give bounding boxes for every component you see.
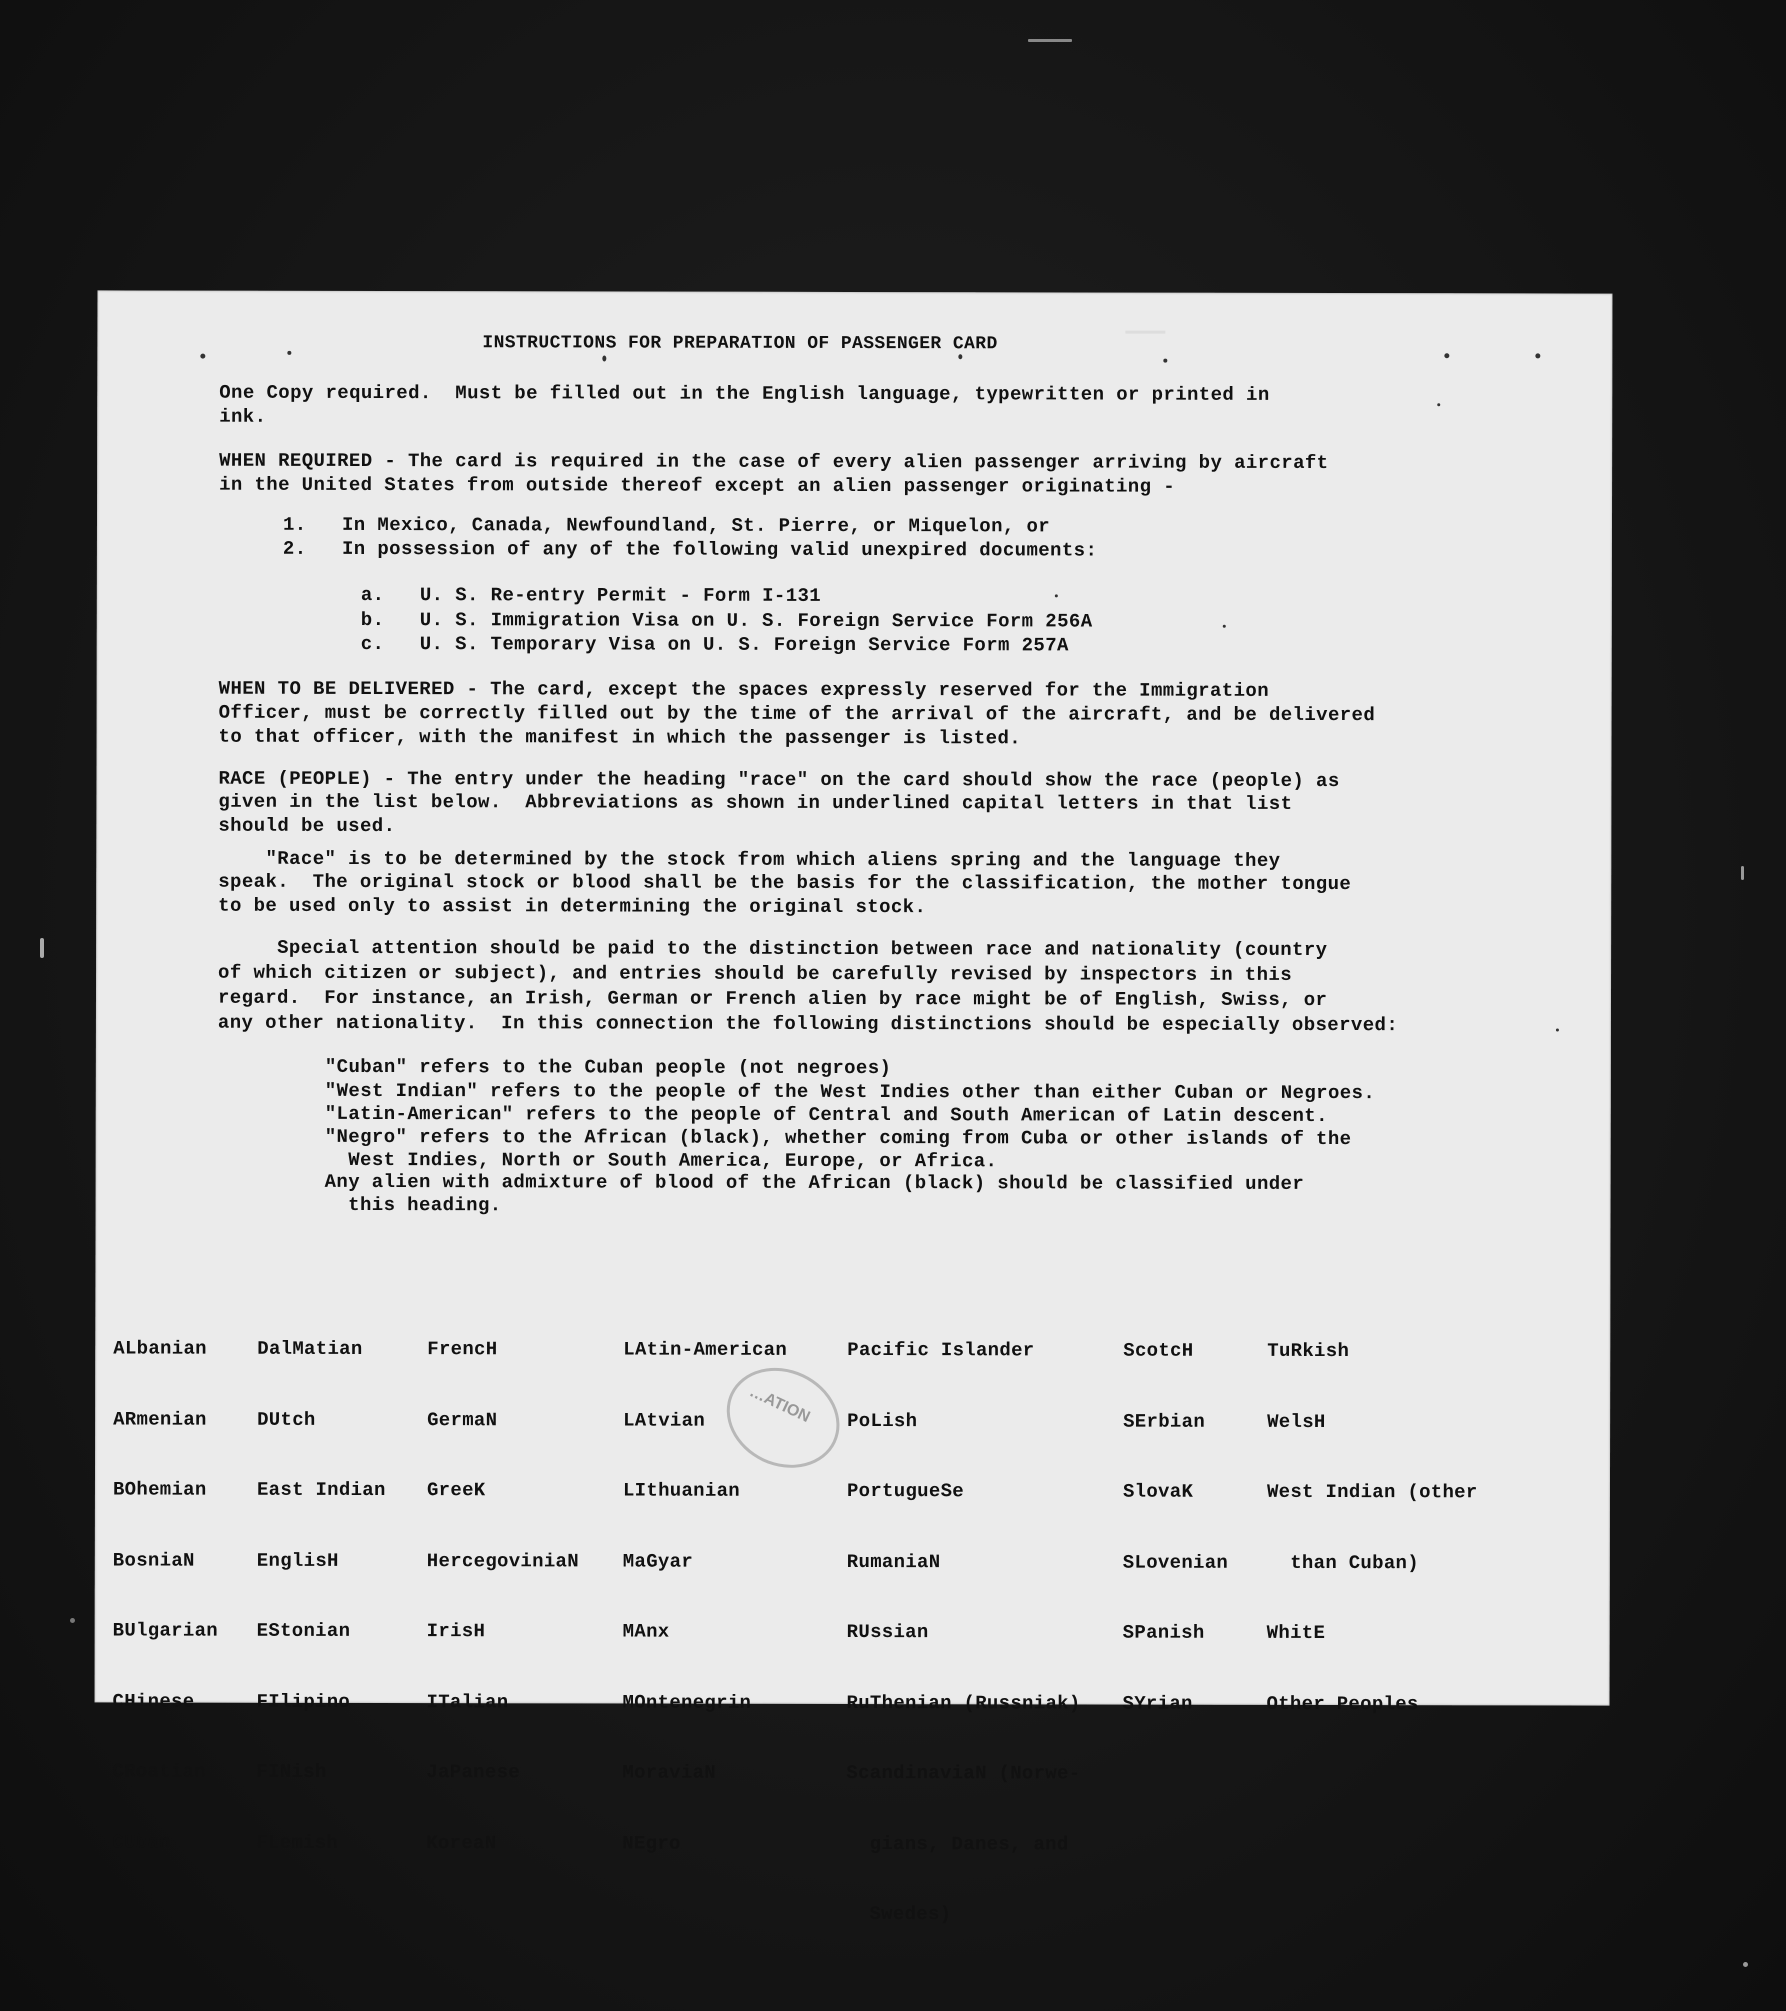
race-line-1: RACE (PEOPLE) - The entry under the heading "race" on the card should show the race (people) as (218, 767, 1340, 793)
race-item: SPanish (1122, 1621, 1205, 1644)
when-required-line-2: in the United States from outside thereof except an alien passenger originating - (219, 473, 1176, 498)
race-item: CRoatian (112, 1760, 207, 1783)
race-item: MaGyar (622, 1550, 694, 1573)
race-column-6 (1122, 1293, 1228, 1763)
race-item: DUtch (257, 1408, 316, 1431)
race-item: ALbanian (113, 1337, 207, 1360)
film-scratch (1028, 39, 1072, 42)
race-item: EStonian (256, 1619, 351, 1642)
race-column-7 (1266, 1293, 1478, 1763)
race-item: WelsH (1267, 1410, 1326, 1433)
ink-speck (1223, 625, 1226, 628)
race-item: West Indian (other (1266, 1480, 1478, 1504)
ink-speck (200, 354, 205, 359)
race-column-1 (112, 1290, 219, 1901)
race-item: FIlipino (256, 1690, 351, 1713)
ink-speck (602, 355, 606, 361)
when-delivered-line-2: Officer, must be correctly filled out by the time of the arrival of the aircraft, and be delivered (218, 701, 1376, 727)
race-item: PortugueSe (846, 1479, 965, 1503)
race-item: gians, Danes, and (846, 1832, 1069, 1855)
tape-mark (1125, 331, 1165, 334)
race-item: ARmenian (113, 1407, 207, 1431)
race-item: ScandinaviaN (Norwe- (846, 1761, 1081, 1785)
race-item: FrencH (427, 1338, 498, 1361)
race-item: East Indian (256, 1478, 386, 1502)
film-speck (70, 1618, 75, 1623)
document-page (95, 290, 1613, 1926)
ink-speck (1556, 1028, 1559, 1031)
intro-line-1: One Copy required. Must be filled out in the English language, typewritten or printed in (219, 381, 1270, 406)
race-item: SErbian (1123, 1410, 1206, 1433)
special-line-2: of which citizen or subject), and entries should be carefully revised by inspectors in this (218, 961, 1293, 986)
race-item: TuRkish (1267, 1339, 1350, 1363)
race-item: KoreaN (426, 1831, 497, 1854)
when-delivered-line-1: WHEN TO BE DELIVERED - The card, except the spaces expressly reserved for the Immigration (218, 677, 1270, 702)
when-required-line-1: WHEN REQUIRED - The card is required in the case of every alien passenger arriving by aircraft (219, 449, 1329, 474)
race-def-line-2: speak. The original stock or blood shall be the basis for the classification, the mother tongue (218, 870, 1352, 896)
race-item: GermaN (427, 1408, 498, 1431)
distinction-latin-american: "Latin-American" refers to the people of Central and South American of Latin descent. (324, 1102, 1328, 1127)
race-line-2: given in the list below. Abbreviations as shown in underlined capital letters in that list (218, 790, 1293, 815)
ink-speck (1444, 353, 1449, 358)
race-item: ScotcH (1123, 1339, 1194, 1362)
intro-line-2: ink. (219, 405, 267, 428)
race-item: EnglisH (256, 1549, 339, 1572)
distinction-cuban: "Cuban" refers to the Cuban people (not negroes) (324, 1055, 892, 1080)
distinction-west-indian: "West Indian" refers to the people of the West Indies other than either Cuban or Negroes. (324, 1079, 1376, 1105)
special-line-3: regard. For instance, an Irish, German or French alien by race might be of English, Swiss, or (217, 986, 1328, 1011)
race-item: CHinese (112, 1689, 195, 1713)
when-delivered-line-3: to that officer, with the manifest in which the passenger is listed. (218, 725, 1022, 750)
race-def-line-1: "Race" is to be determined by the stock from which aliens spring and the language they (218, 847, 1281, 872)
race-column-5 (846, 1292, 1081, 1974)
distinction-admixture-1: Any alien with admixture of blood of the African (black) should be classified under (324, 1170, 1305, 1195)
race-item: SLovenian (1122, 1551, 1229, 1574)
race-item: SlovaK (1122, 1480, 1194, 1503)
race-item: Other Peoples (1266, 1692, 1419, 1715)
race-item: BosniaN (112, 1548, 195, 1572)
distinction-admixture-2: this heading. (324, 1193, 502, 1217)
race-item: FLemish (256, 1831, 339, 1854)
race-item: IrisH (426, 1620, 486, 1643)
race-item: Swedes) (846, 1902, 952, 1926)
item-c: c. U. S. Temporary Visa on U. S. Foreign Service Form 257A (360, 632, 1069, 657)
race-line-3: should be used. (218, 814, 396, 838)
race-item: MOntenegrin (622, 1691, 752, 1714)
race-item: BUlgarian (112, 1619, 219, 1642)
race-item: LIthuanian (622, 1479, 741, 1502)
race-item: RuThenian (Russniak) (846, 1691, 1081, 1714)
ink-speck (1535, 353, 1540, 358)
race-item: MAnx (622, 1620, 670, 1643)
race-item: HercegoviniaN (426, 1549, 579, 1572)
race-item: WhitE (1266, 1621, 1326, 1644)
ink-speck (958, 354, 962, 359)
film-scratch (1741, 866, 1744, 880)
race-def-line-3: to be used only to assist in determining the original stock. (218, 894, 927, 919)
special-line-1: Special attention should be paid to the distinction between race and nationality (country (218, 936, 1328, 961)
item-b: b. U. S. Immigration Visa on U. S. Foreign Service Form 256A (360, 608, 1093, 633)
ink-speck (1163, 359, 1167, 363)
race-column-2 (256, 1291, 386, 1902)
item-1: 1. In Mexico, Canada, Newfoundland, St. Pierre, or Miquelon, or (282, 513, 1051, 538)
race-item: SYrian (1122, 1692, 1193, 1715)
race-item: CUban (112, 1830, 171, 1854)
race-item: ITalian (426, 1690, 509, 1713)
distinction-negro-2: West Indies, North or South America, Europe, or Africa. (324, 1148, 998, 1173)
ink-speck (1055, 594, 1058, 597)
film-scratch (40, 938, 44, 958)
race-item: than Cuban) (1266, 1551, 1419, 1574)
distinction-negro-1: "Negro" refers to the African (black), whether coming from Cuba or other islands of the (324, 1125, 1352, 1151)
race-item: GreeK (426, 1479, 486, 1502)
race-item: FINish (256, 1760, 327, 1783)
race-item: JaPanese (426, 1761, 521, 1784)
document-title: INSTRUCTIONS FOR PREPARATION OF PASSENGER CARD (482, 333, 998, 355)
race-item: NEgro (622, 1832, 681, 1855)
item-2: 2. In possession of any of the following valid unexpired documents: (282, 537, 1098, 562)
race-item: MoraviaN (622, 1761, 717, 1784)
ink-speck (287, 351, 291, 355)
race-item: PoLish (847, 1409, 918, 1432)
film-speck (1743, 1962, 1748, 1967)
item-a: a. U. S. Re-entry Permit - Form I-131 (360, 583, 822, 607)
race-item: BOhemian (112, 1478, 207, 1501)
race-item: RumaniaN (846, 1550, 941, 1573)
race-item: LAtvian (623, 1409, 706, 1432)
stamp-text: …ATION (746, 1383, 813, 1427)
race-item: DalMatian (257, 1337, 363, 1360)
ink-speck (1437, 403, 1440, 406)
race-column-3 (426, 1291, 579, 1902)
race-item: LAtin-American (623, 1338, 788, 1361)
race-item: Pacific Islander (847, 1338, 1035, 1362)
special-line-4: any other nationality. In this connection the following distinctions should be especially observed: (217, 1011, 1399, 1037)
race-item: RUssian (846, 1620, 929, 1644)
